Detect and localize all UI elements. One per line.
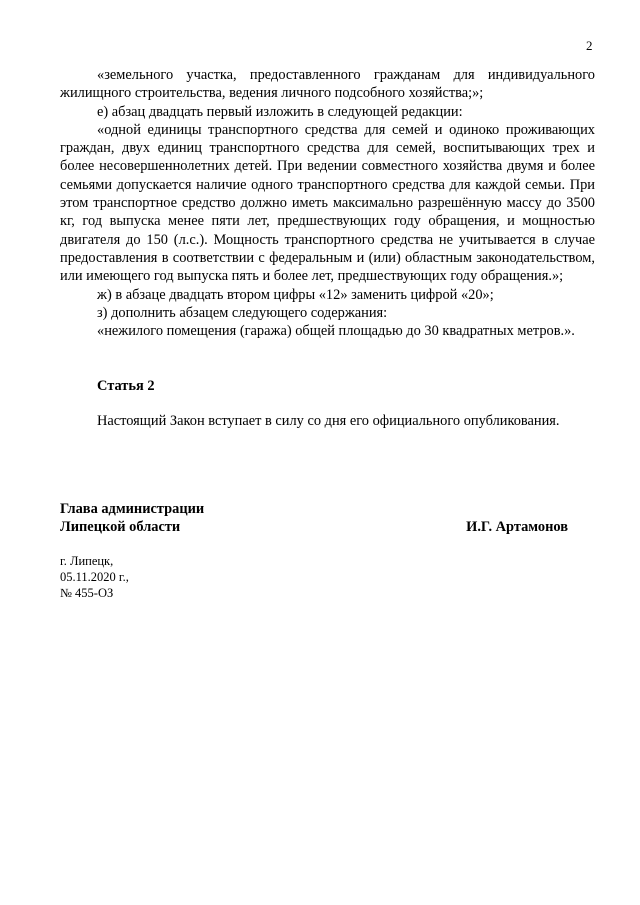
article-text: Настоящий Закон вступает в силу со дня его официального опубликования. <box>97 413 560 429</box>
signatory-title-line1: Глава администрации <box>60 501 205 517</box>
signatory-name: И.Г. Артамонов <box>466 518 568 535</box>
paragraph-item-z: з) дополнить абзацем следующего содержания: <box>97 304 388 321</box>
paragraph-item-zh: ж) в абзаце двадцать втором цифры «12» заменить цифрой «20»; <box>97 286 494 303</box>
paragraph-vehicle: «одной единицы транспортного средства для семей и одиноко проживающих граждан, двух единиц транспортного средства для семей, воспитывающих трех и более несовершеннолетних детей. При ведении совместного хозяйства двумя и более семьями допускается наличие одного транспортного средства для каждой семьи. При этом транспортное средство должно иметь максимально разрешённую массу до 3500 кг, год выпуска менее пяти лет, предшествующих году обращения, и мощностью двигателя до 150 (л.с.). Мощность транспортного средства не учитывается в случае предоставления в соответствии с федеральным и (или) областным законодательством, или имеющего год выпуска пять и более лет, предшествующих году обращения.»; <box>60 121 595 285</box>
paragraph-garage: «нежилого помещения (гаража) общей площадью до 30 квадратных метров.». <box>97 323 575 340</box>
footer-date: 05.11.2020 г., <box>60 570 129 584</box>
paragraph-item-e: е) абзац двадцать первый изложить в следующей редакции: <box>97 103 463 120</box>
footer-place: г. Липецк, <box>60 554 114 568</box>
amendments-body <box>60 66 595 340</box>
document-footer <box>60 553 129 601</box>
footer-law-number: № 455-ОЗ <box>60 586 114 600</box>
signature-block <box>60 501 580 536</box>
signatory-title-line2: Липецкой области <box>60 518 181 535</box>
page-number: 2 <box>586 38 593 53</box>
paragraph-land-plot: «земельного участка, предоставленного гражданам для индивидуального жилищного строительства, ведения личного подсобного хозяйства;»; <box>60 67 595 102</box>
article-heading: Статья 2 <box>97 378 155 394</box>
